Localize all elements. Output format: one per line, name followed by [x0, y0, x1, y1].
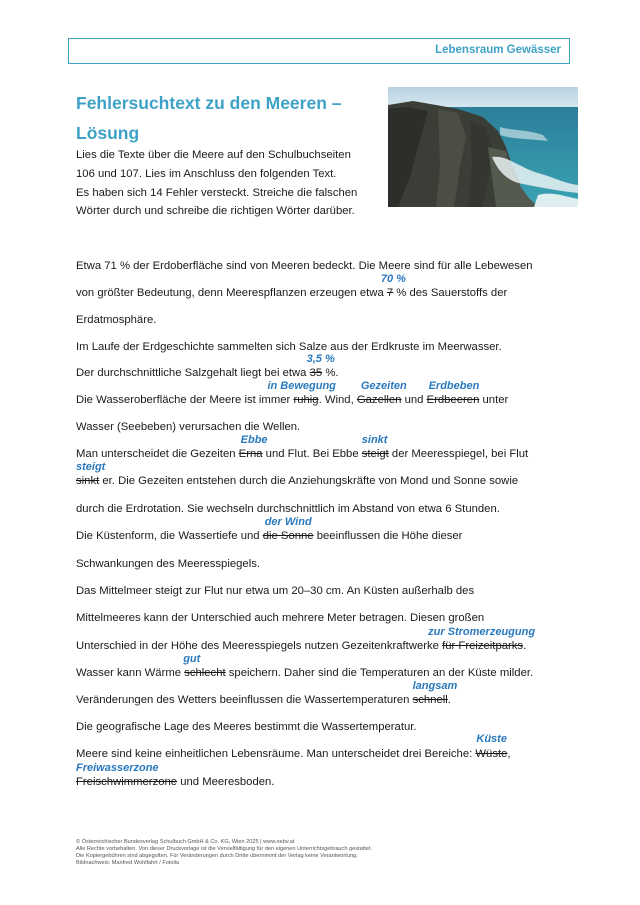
text-segment: Mittelmeeres kann der Unterschied auch mehrere Meter betragen. Diesen großen	[76, 612, 485, 624]
intro-line: Wörter durch und schreibe die richtigen Wörter darüber.	[76, 205, 355, 218]
text-segment: Veränderungen des Wetters beeinflussen die Wassertemperaturen	[76, 694, 413, 706]
text-line	[76, 516, 463, 543]
error-word	[238, 434, 268, 460]
error-word	[306, 353, 335, 379]
text-segment: und	[401, 394, 427, 406]
footer-line: Die Kopiergebühren sind abgegolten. Für Veränderungen durch Dritte übernimmt der Verlag keine Verantwortung.	[76, 853, 358, 859]
struck-word: sinkt	[76, 475, 100, 487]
text-line	[76, 680, 458, 707]
error-word	[267, 380, 336, 406]
intro-instructions	[76, 146, 376, 221]
struck-word: die Sonne	[262, 530, 314, 542]
text-segment: %.	[322, 367, 339, 379]
text-line	[76, 420, 300, 434]
text-segment: durch die Erdrotation. Sie wechseln durchschnittlich im Abstand von etwa 6 Stunden.	[76, 503, 500, 515]
text-line	[76, 380, 509, 407]
text-segment: Das Mittelmeer steigt zur Flut nur etwa um 20–30 cm. An Küsten außerhalb des	[76, 585, 475, 597]
struck-word: 35	[309, 367, 323, 379]
correction-word: sinkt	[361, 434, 388, 446]
text-line	[76, 557, 260, 571]
intro-line: 106 und 107. Lies im Anschluss den folgenden Text.	[76, 167, 337, 180]
correction-word: Gezeiten	[360, 380, 407, 392]
struck-word: Freischwimmerzone	[76, 776, 178, 788]
coast-photo-image	[388, 87, 578, 207]
intro-line: Es haben sich 14 Fehler versteckt. Streiche die falschen	[76, 186, 358, 199]
footer-copyright	[76, 839, 372, 867]
error-word	[356, 380, 407, 406]
text-segment: Die Wasseroberfläche der Meere ist immer	[76, 394, 294, 406]
text-segment: Wasser (Seebeben) verursachen die Wellen.	[76, 421, 301, 433]
struck-word: schlecht	[184, 667, 226, 679]
text-segment: .	[523, 640, 527, 652]
text-segment: Meere sind keine einheitlichen Lebensräume. Man unterscheidet drei Bereiche:	[76, 748, 476, 760]
error-word	[426, 380, 480, 406]
struck-word: Erdbeeren	[426, 394, 480, 406]
correction-word: der Wind	[264, 516, 312, 528]
text-segment: der Meeresspiegel, bei Flut	[388, 448, 529, 460]
text-segment: unter	[479, 394, 509, 406]
footer-line: Alle Rechte vorbehalten. Von dieser Druckvorlage ist die Vervielfältigung für den eigenen Unterrichtsgebrauch gestattet.	[76, 846, 373, 852]
correction-word: Küste	[476, 733, 507, 745]
text-line	[76, 733, 511, 761]
correction-word: in Bewegung	[267, 380, 336, 392]
error-word	[412, 680, 458, 706]
text-line	[76, 353, 339, 380]
text-line	[76, 762, 275, 789]
error-word	[183, 653, 226, 679]
coast-photo	[388, 87, 578, 207]
text-segment: Im Laufe der Erdgeschichte sammelten sich Salze aus der Erdkruste im Meerwasser.	[76, 341, 502, 353]
text-segment: Schwankungen des Meeresspiegels.	[76, 558, 260, 570]
correction-word: Ebbe	[240, 434, 268, 446]
error-word	[76, 762, 178, 788]
error-word	[262, 516, 314, 542]
intro-line: Lies die Texte über die Meere auf den Schulbuchseiten	[76, 149, 351, 161]
struck-word: steigt	[361, 448, 389, 460]
struck-word: Erna	[238, 448, 263, 460]
text-line	[76, 434, 529, 461]
text-line	[76, 653, 534, 680]
correction-word: Erdbeben	[428, 380, 480, 392]
text-segment: und Meeresboden.	[177, 776, 275, 788]
struck-word: ruhig	[293, 394, 319, 406]
text-segment: % des Sauerstoffs der	[393, 287, 508, 299]
text-line	[76, 340, 502, 354]
text-segment: Die Küstenform, die Wassertiefe und	[76, 530, 263, 542]
correction-word: gut	[183, 653, 201, 665]
correction-word: 70 %	[380, 273, 406, 285]
correction-word: langsam	[412, 680, 458, 692]
text-segment: er. Die Gezeiten entstehen durch die Anziehungskräfte von Mond und Sonne sowie	[99, 475, 519, 487]
text-segment: Die geografische Lage des Meeres bestimmt die Wassertemperatur.	[76, 721, 417, 733]
struck-word: für Freizeitparks	[442, 640, 524, 652]
text-segment: Der durchschnittliche Salzgehalt liegt bei etwa	[76, 367, 310, 379]
text-segment: Etwa 71 % der Erdoberfläche sind von Meeren bedeckt. Die Meere sind für alle Lebewesen	[76, 260, 533, 272]
text-segment: Unterschied in der Höhe des Meeresspiegels nutzen Gezeitenkraftwerke	[76, 640, 443, 652]
correction-word: Freiwasserzone	[76, 762, 159, 774]
text-line	[76, 313, 156, 327]
error-word	[76, 461, 106, 487]
error-word	[361, 434, 389, 460]
text-line	[76, 720, 417, 734]
text-line	[76, 584, 474, 598]
struck-word: Gazellen	[356, 394, 402, 406]
text-segment: .	[447, 694, 451, 706]
correction-word: steigt	[76, 461, 106, 473]
footer-line: Bildnachweis: Manfred Wohlfahrt / Fotolia	[76, 860, 180, 866]
text-segment: Erdatmosphäre.	[76, 314, 157, 326]
text-line	[76, 273, 508, 300]
page-title-line-1: Fehlersuchtext zu den Meeren –	[76, 93, 342, 113]
text-line	[76, 259, 533, 273]
text-line	[76, 461, 519, 488]
text-segment: und Flut. Bei Ebbe	[262, 448, 362, 460]
text-line	[76, 611, 484, 625]
text-segment: beeinflussen die Höhe dieser	[313, 530, 463, 542]
struck-word: 7	[386, 287, 394, 299]
text-segment: Wasser kann Wärme	[76, 667, 185, 679]
page-title-line-2: Lösung	[76, 123, 140, 143]
text-segment: ,	[507, 748, 511, 760]
text-segment: . Wind,	[318, 394, 357, 406]
error-word	[380, 273, 406, 299]
error-word	[428, 626, 536, 652]
header-title: Lebensraum Gewässer	[435, 44, 561, 56]
text-line	[76, 626, 536, 653]
struck-word: schnell	[412, 694, 448, 706]
text-segment: Man unterscheidet die Gezeiten	[76, 448, 239, 460]
text-line	[76, 502, 500, 516]
struck-word: Wüste	[475, 748, 508, 760]
header-box	[68, 38, 570, 64]
page-title	[76, 88, 376, 148]
footer-line: © Österreichischer Bundesverlag Schulbuch GmbH & Co. KG, Wien 2025 | www.oebv.at	[76, 839, 295, 845]
correction-word: 3,5 %	[306, 353, 335, 365]
text-segment: von größter Bedeutung, denn Meerespflanzen erzeugen etwa	[76, 287, 387, 299]
error-word	[475, 733, 508, 760]
text-segment: speichern. Daher sind die Temperaturen an der Küste milder.	[225, 667, 534, 679]
correction-word: zur Stromerzeugung	[428, 626, 536, 638]
